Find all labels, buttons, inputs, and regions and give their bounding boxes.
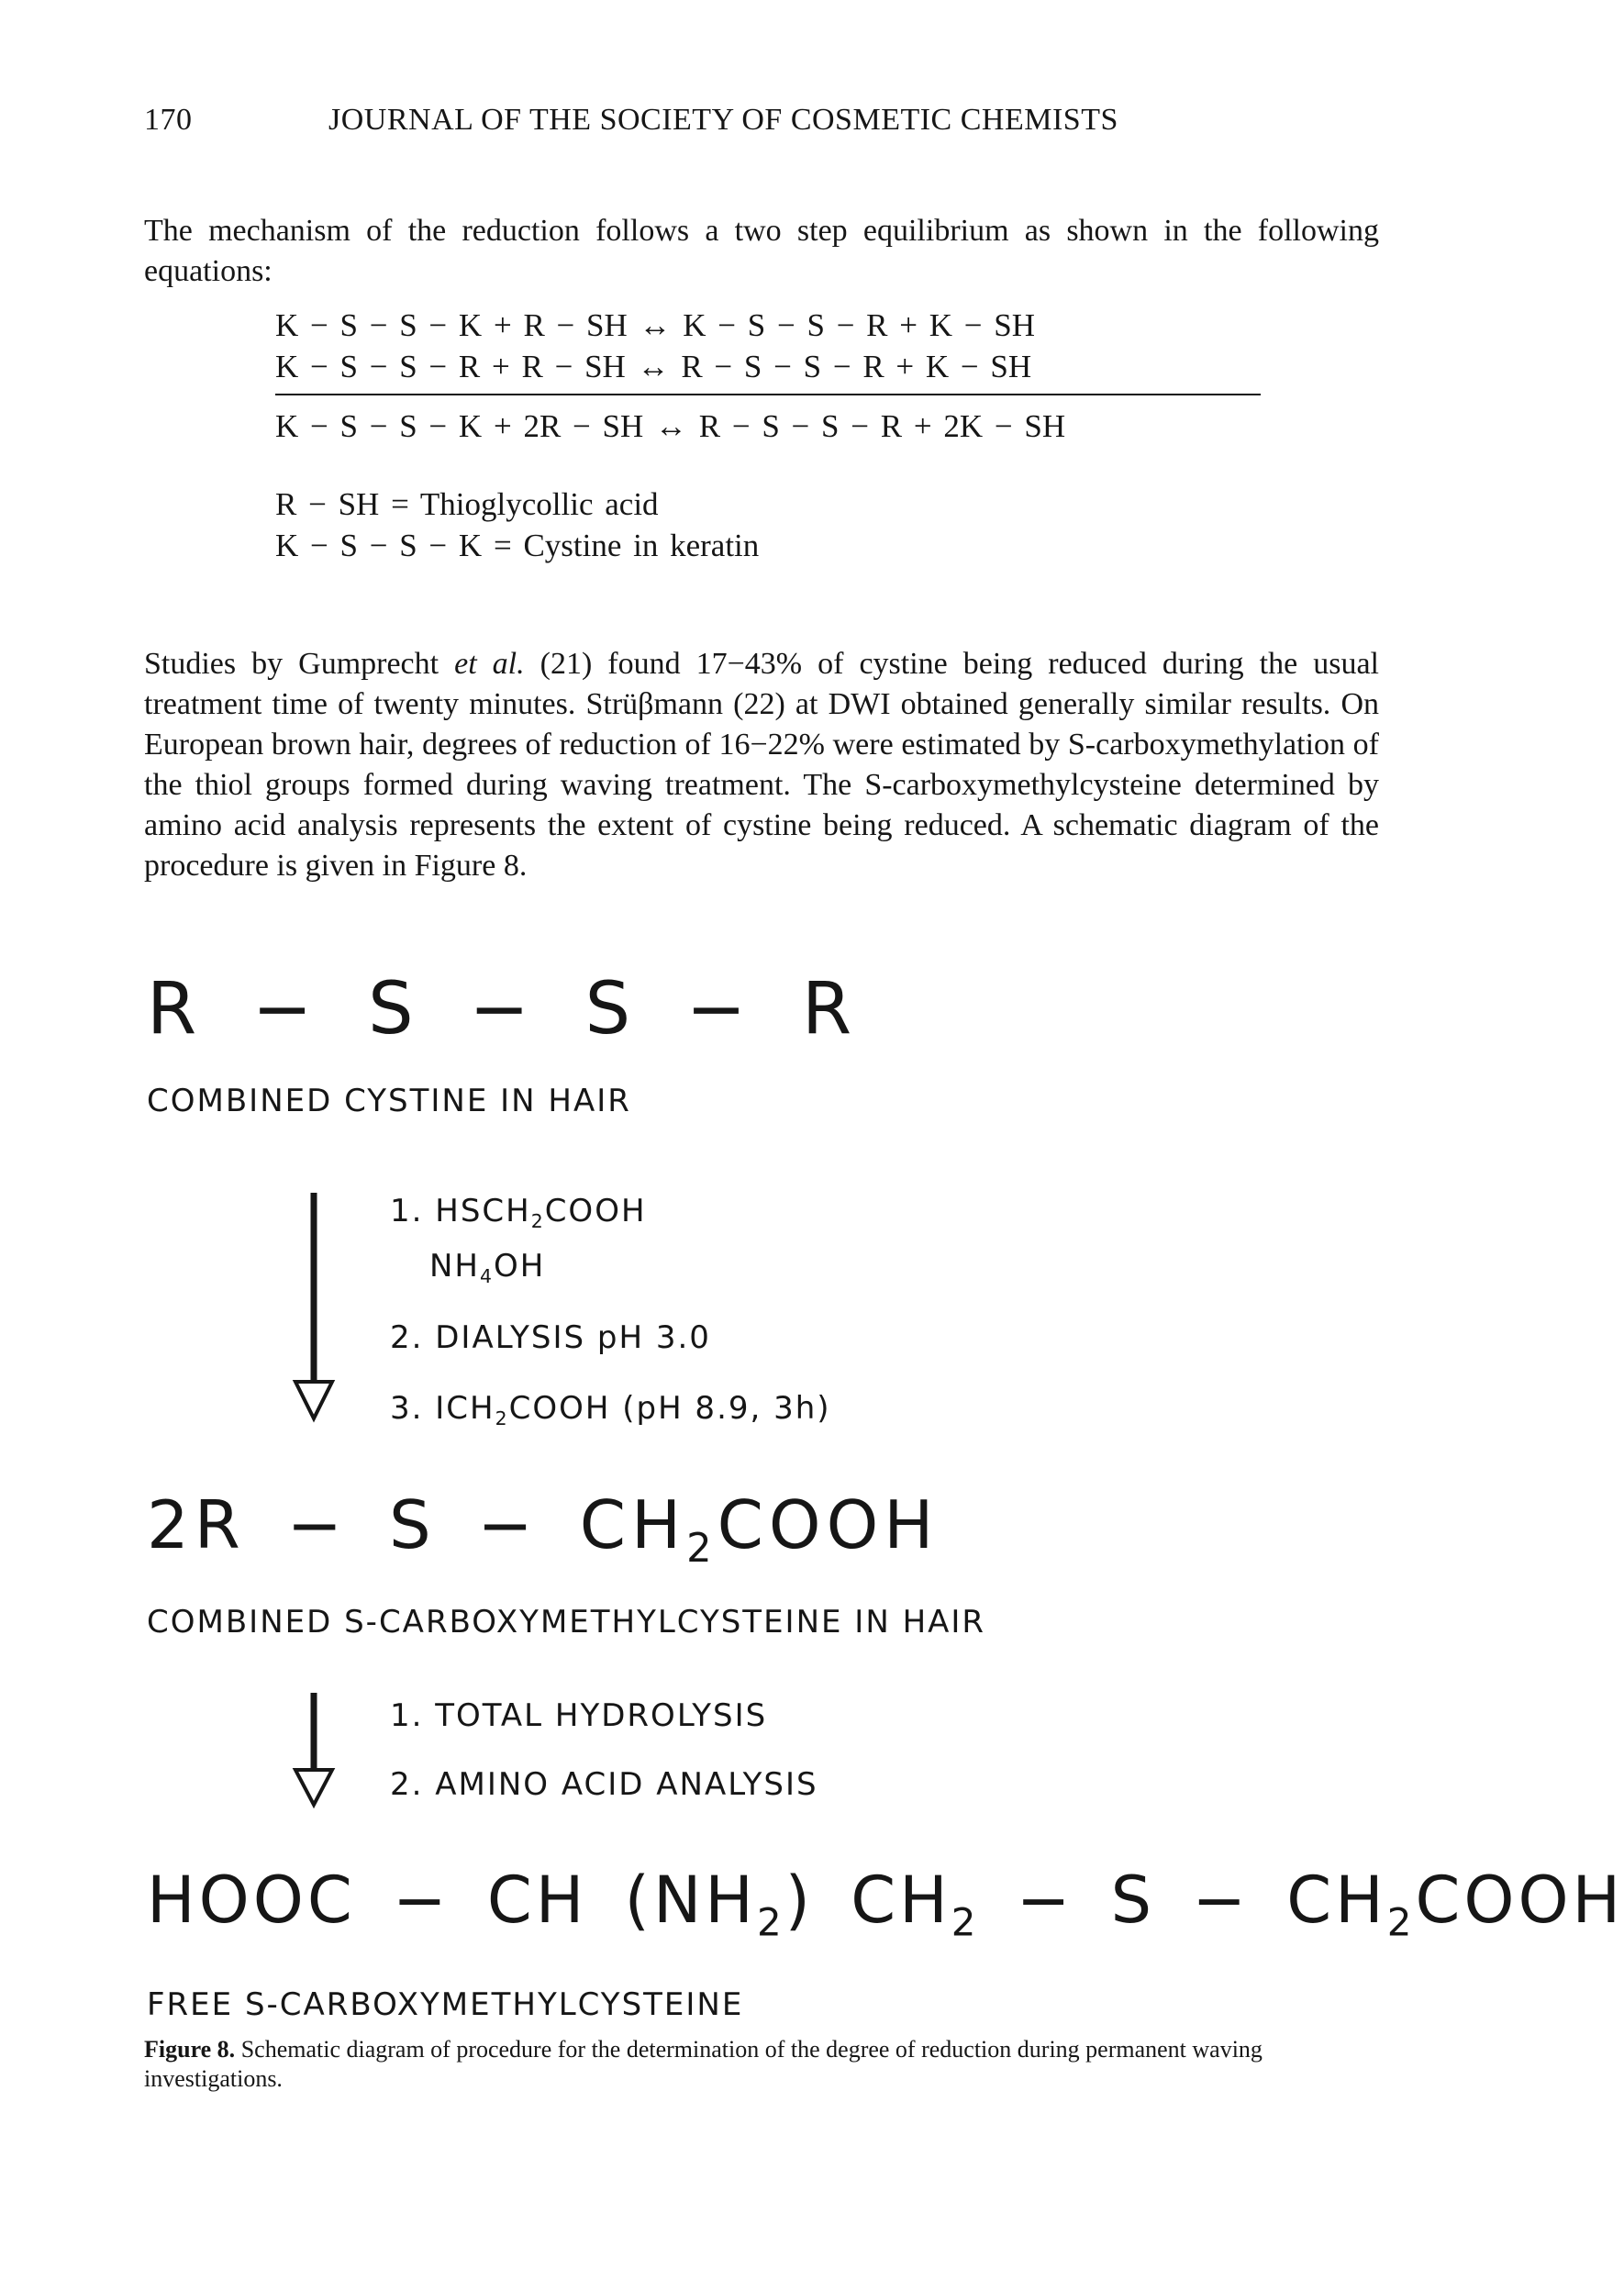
- step1-sub-2: 2: [530, 1210, 545, 1233]
- label-free-scmc: FREE S-CARBOXYMETHYLCYSTEINE: [147, 1986, 744, 2023]
- step3-text-b: COOH (pH 8.9, 3h): [508, 1390, 831, 1427]
- caption-label: Figure 8.: [144, 2036, 236, 2063]
- f3-sub-a: 2: [756, 1899, 785, 1945]
- formula-combined-scmc: [147, 1486, 940, 1573]
- page-number: 170: [144, 103, 193, 137]
- journal-title: JOURNAL OF THE SOCIETY OF COSMETIC CHEMISTS: [328, 103, 1118, 137]
- f3-text-d: COOH: [1415, 1863, 1624, 1938]
- equation-2: K − S − S − R + R − SH ↔ R − S − S − R + K − SH: [275, 349, 1032, 384]
- f3-sub-c: 2: [1386, 1899, 1416, 1945]
- f2-text-a: 2R − S − CH: [147, 1486, 687, 1563]
- caption-text: Schematic diagram of procedure for the determination of the degree of reduction during permanent waving investigations.: [144, 2036, 1262, 2092]
- step1-text-b: COOH: [544, 1193, 647, 1229]
- step3-text-a: 3. ICH: [390, 1390, 495, 1427]
- f3-text-c: − S − CH: [979, 1863, 1387, 1938]
- equation-sum-rule: [275, 394, 1261, 395]
- step1-text-a: 1. HSCH: [390, 1193, 531, 1229]
- et-al: et al.: [454, 647, 525, 681]
- step-amino-acid-analysis: 2. AMINO ACID ANALYSIS: [390, 1766, 818, 1803]
- f3-text-b: ) CH: [784, 1863, 951, 1938]
- intro-paragraph: The mechanism of the reduction follows a two step equilibrium as shown in the following equations:: [144, 214, 1379, 288]
- step-total-hydrolysis: 1. TOTAL HYDROLYSIS: [390, 1697, 768, 1734]
- formula-combined-cystine: R − S − S − R: [147, 968, 860, 1051]
- f2-text-b: COOH: [717, 1486, 940, 1563]
- para2-text-b: (21) found 17−43% of cystine being reduced during the usual treatment time of twenty minutes. Strüβmann (22) at DWI obtained generally similar results. On European brown hair, degrees of reduction of 16−22% were estimated by S-carboxymethylation of the thiol groups formed during waving treatment. The S-carboxymethylcysteine determined by amino acid analysis represents the extent of cystine being reduced. A schematic diagram of the procedure is given in Figure 8.: [144, 647, 1379, 883]
- oh-text: OH: [493, 1248, 546, 1285]
- step-1-ammonia: [429, 1248, 546, 1288]
- equation-1: K − S − S − K + R − SH ↔ K − S − S − R + K − SH: [275, 307, 1036, 343]
- formula-free-scmc: [147, 1863, 1624, 1945]
- nh-sub-4: 4: [480, 1265, 494, 1288]
- nh-text: NH: [429, 1248, 480, 1285]
- step-1-reagent: [390, 1193, 647, 1233]
- f3-sub-b: 2: [951, 1899, 980, 1945]
- step3-sub-2: 2: [495, 1407, 509, 1430]
- label-combined-scmc: COMBINED S-CARBOXYMETHYLCYSTEINE IN HAIR: [147, 1604, 986, 1640]
- definition-thioglycollic: R − SH = Thioglycollic acid: [275, 486, 659, 522]
- f2-sub-2: 2: [686, 1526, 717, 1573]
- down-arrow-icon: [292, 1693, 336, 1807]
- definition-cystine: K − S − S − K = Cystine in keratin: [275, 528, 760, 563]
- step-2-dialysis: 2. DIALYSIS pH 3.0: [390, 1319, 711, 1356]
- para2-text-a: Studies by Gumprecht: [144, 647, 455, 681]
- down-arrow-icon: [292, 1193, 336, 1422]
- step-3-iodoacetic: [390, 1390, 831, 1430]
- f3-text-a: HOOC − CH (NH: [147, 1863, 757, 1938]
- equation-overall: K − S − S − K + 2R − SH ↔ R − S − S − R + 2K − SH: [275, 408, 1066, 444]
- studies-paragraph: [144, 644, 1379, 886]
- label-combined-cystine: COMBINED CYSTINE IN HAIR: [147, 1083, 631, 1119]
- figure-caption: [144, 2035, 1379, 2094]
